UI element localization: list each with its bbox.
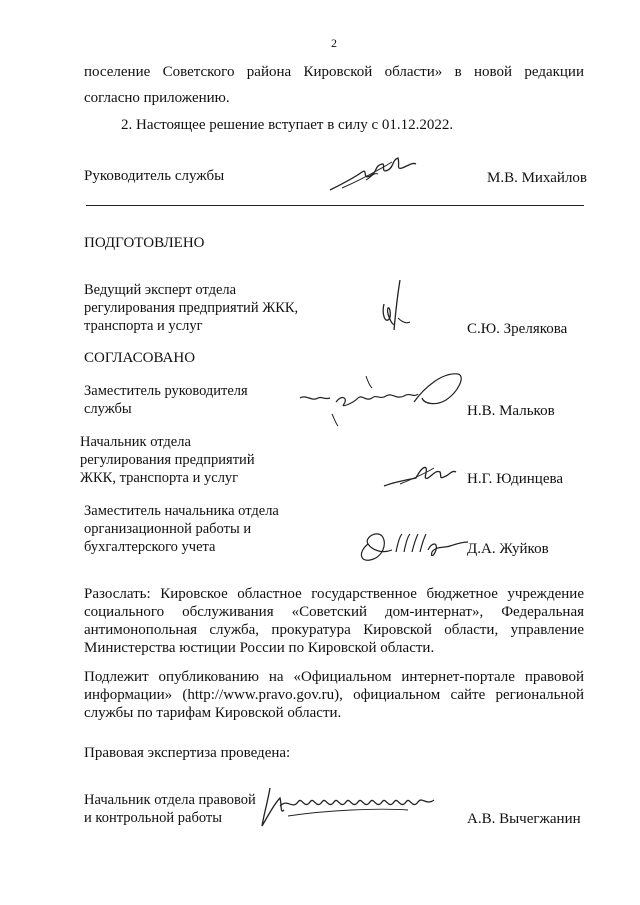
agreed-1-position-2: службы [84,401,132,417]
publication-line-1: Подлежит опубликованию на «Официальном интернет-портале правовой [84,669,584,685]
legal-name: А.В. Вычегжанин [467,811,581,827]
legal-position-1: Начальник отдела правовой [84,792,256,808]
divider-line [86,205,584,206]
prepared-position-2: регулирования предприятий ЖКК, [84,300,299,316]
agreed-1-name: Н.В. Мальков [467,403,555,419]
agreed-1-signature [296,368,466,428]
agreed-2-signature [380,458,460,492]
agreed-3-position-3: бухгалтерского учета [84,539,216,555]
agreed-2-name: Н.Г. Юдинцева [467,471,564,487]
item-2: 2. Настоящее решение вступает в силу с 01.12.2022. [121,117,454,133]
agreed-1-position-1: Заместитель руководителя [84,383,248,399]
legal-position-2: и контрольной работы [84,810,222,826]
legal-signature [258,780,448,832]
head-signature [322,150,422,198]
head-position: Руководитель службы [84,168,225,184]
publication-line-3: службы по тарифам Кировской области. [84,705,342,721]
agreed-2-position-1: Начальник отдела [80,434,191,450]
prepared-signature [376,278,416,334]
agreed-3-position-2: организационной работы и [84,521,252,537]
agreed-3-position-1: Заместитель начальника отдела [84,503,279,519]
legal-check-heading: Правовая экспертиза проведена: [84,745,291,761]
distribution-line-1: Разослать: Кировское областное государственное бюджетное учреждение [84,586,584,602]
agreed-heading: СОГЛАСОВАНО [84,350,196,366]
agreed-3-name: Д.А. Жуйков [467,541,549,557]
head-name: М.В. Михайлов [487,170,588,186]
publication-line-2: информации» (http://www.pravo.gov.ru), официальном сайте региональной [84,687,584,703]
intro-line-2: согласно приложению. [84,90,230,106]
agreed-3-signature [352,522,470,566]
distribution-line-4: Министерства юстиции России по Кировской области. [84,640,435,656]
prepared-position-1: Ведущий эксперт отдела [84,282,237,298]
prepared-name: С.Ю. Зрелякова [467,321,568,337]
distribution-line-3: антимонопольная служба, прокуратура Кировской области, управление [84,622,584,638]
prepared-heading: ПОДГОТОВЛЕНО [84,235,205,251]
agreed-2-position-3: ЖКК, транспорта и услуг [80,470,239,486]
intro-line-1: поселение Советского района Кировской области» в новой редакции [84,64,584,80]
page-number: 2 [331,36,337,50]
agreed-2-position-2: регулирования предприятий [80,452,255,468]
distribution-line-2: социального обслуживания «Советский дом-интернат», Федеральная [84,604,584,620]
prepared-position-3: транспорта и услуг [84,318,203,334]
